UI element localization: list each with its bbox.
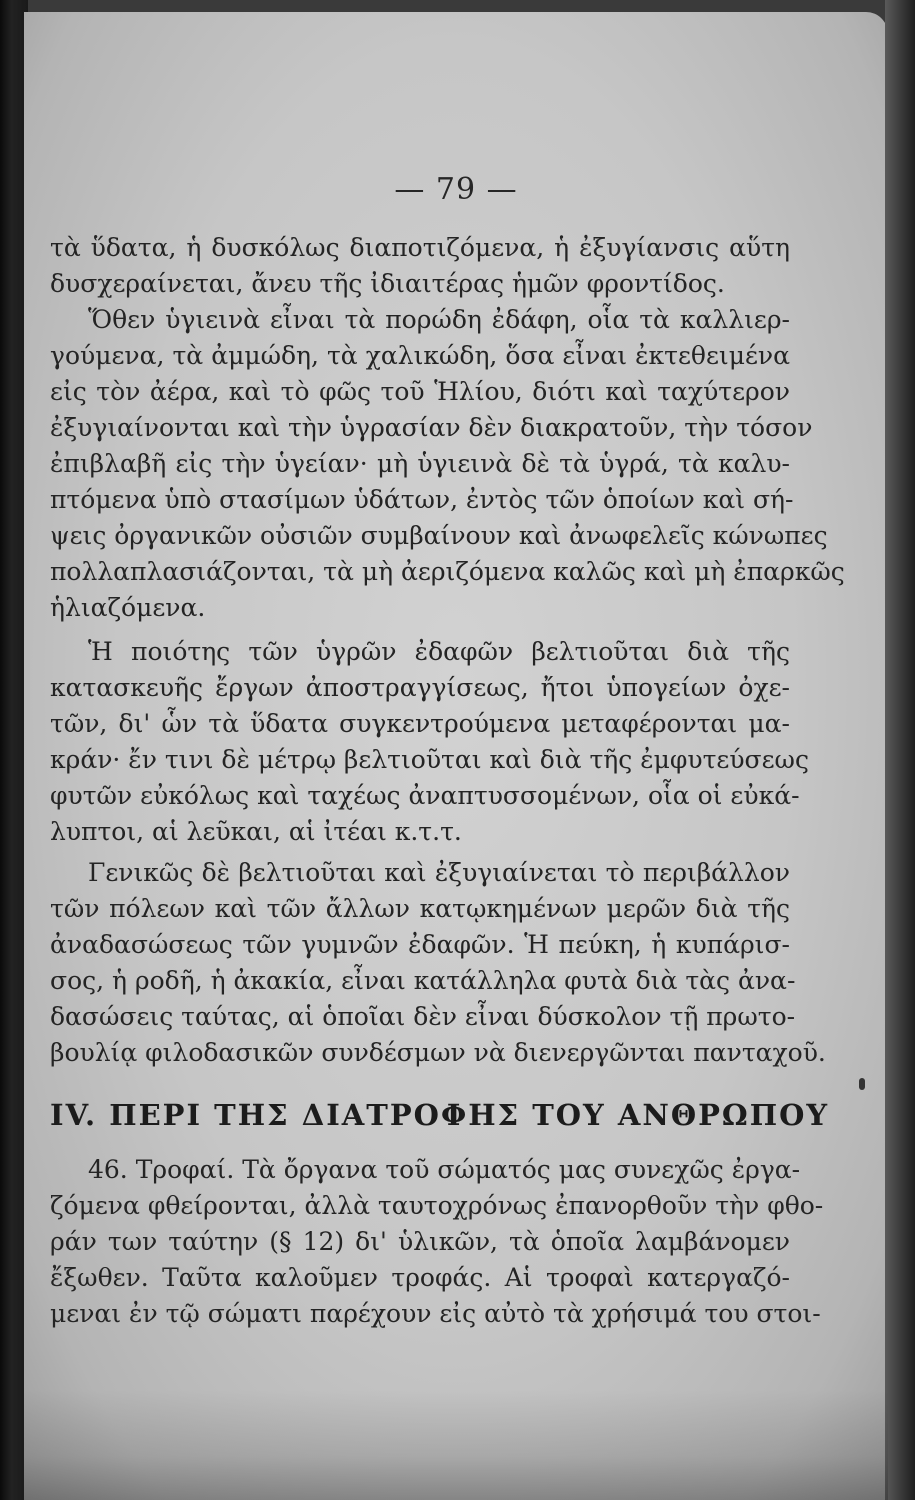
text-line: δασώσεις ταύτας, αἱ ὁποῖαι δὲν εἶναι δύσκολον τῇ πρωτο- bbox=[50, 1002, 796, 1031]
text-line: μεναι ἐν τῷ σώματι παρέχουν εἰς αὐτὸ τὰ χρήσιμά του στοι- bbox=[50, 1299, 821, 1328]
ink-speck bbox=[859, 1078, 865, 1090]
text-line: 46. Τροφαί. Τὰ ὄργανα τοῦ σώματός μας συνεχῶς ἐργα- bbox=[88, 1155, 801, 1184]
section-paragraph-1 bbox=[50, 1152, 824, 1332]
text-line: σος, ἡ ροδῆ, ἡ ἀκακία, εἶναι κατάλληλα φυτὰ διὰ τὰς ἀνα- bbox=[50, 966, 796, 995]
paragraph-2 bbox=[50, 302, 845, 626]
text-line: φυτῶν εὐκόλως καὶ ταχέως ἀναπτυσσομένων, οἷα οἱ εὐκά- bbox=[50, 781, 800, 810]
paragraph-3 bbox=[50, 634, 809, 850]
page-bottom-stain bbox=[24, 1390, 888, 1500]
text-line: ἀναδασώσεως τῶν γυμνῶν ἐδαφῶν. Ἡ πεύκη, ἡ κυπάρισ- bbox=[50, 930, 790, 959]
text-line: Γενικῶς δὲ βελτιοῦται καὶ ἐξυγιαίνεται τὸ περιβάλλον bbox=[88, 858, 790, 887]
paragraph-4 bbox=[50, 855, 826, 1071]
page-number: — 79 — bbox=[394, 172, 518, 207]
text-line: εἰς τὸν ἀέρα, καὶ τὸ φῶς τοῦ Ἡλίου, διότι καὶ ταχύτερον bbox=[50, 377, 790, 406]
text-line: ἔξωθεν. Ταῦτα καλοῦμεν τροφάς. Αἱ τροφαὶ κατεργαζό- bbox=[50, 1263, 790, 1292]
text-line: κράν· ἔν τινι δὲ μέτρῳ βελτιοῦται καὶ διὰ τῆς ἐμφυτεύσεως bbox=[50, 745, 809, 774]
text-line: κατασκευῆς ἔργων ἀποστραγγίσεως, ἤτοι ὑπογείων ὀχε- bbox=[50, 673, 790, 702]
text-line: γούμενα, τὰ ἀμμώδη, τὰ χαλικώδη, ὅσα εἶναι ἐκτεθειμένα bbox=[50, 341, 790, 370]
text-line: Ἡ ποιότης τῶν ὑγρῶν ἐδαφῶν βελτιοῦται διὰ τῆς bbox=[88, 637, 790, 666]
text-line: δυσχεραίνεται, ἄνευ τῆς ἰδιαιτέρας ἡμῶν φροντίδος. bbox=[50, 269, 725, 298]
text-line: ἐπιβλαβῆ εἰς τὴν ὑγείαν· μὴ ὑγιεινὰ δὲ τὰ ὑγρά, τὰ καλυ- bbox=[50, 449, 790, 478]
text-line: ἐξυγιαίνονται καὶ τὴν ὑγρασίαν δὲν διακρατοῦν, τὴν τόσον bbox=[50, 413, 813, 442]
section-heading: IV. ΠΕΡΙ ΤΗΣ ΔΙΑΤΡΟΦΗΣ ΤΟΥ ΑΝΘΡΩΠΟΥ bbox=[50, 1098, 830, 1132]
text-line: ἡλιαζόμενα. bbox=[50, 593, 206, 622]
text-line: ράν των ταύτην (§ 12) δι' ὑλικῶν, τὰ ὁποῖα λαμβάνομεν bbox=[50, 1227, 790, 1256]
page-edge-shadow bbox=[885, 0, 915, 1500]
text-line: λυπτοι, αἱ λεῦκαι, αἱ ἰτέαι κ.τ.τ. bbox=[50, 817, 462, 846]
text-line: Ὅθεν ὑγιεινὰ εἶναι τὰ πορώδη ἐδάφη, οἷα τὰ καλλιερ- bbox=[88, 305, 790, 334]
text-line: πολλαπλασιάζονται, τὰ μὴ ἀεριζόμενα καλῶς καὶ μὴ ἐπαρκῶς bbox=[50, 557, 845, 586]
text-line: πτόμενα ὑπὸ στασίμων ὑδάτων, ἐντὸς τῶν ὁποίων καὶ σή- bbox=[50, 485, 794, 514]
text-line: τῶν πόλεων καὶ τῶν ἄλλων κατῳκημένων μερῶν διὰ τῆς bbox=[50, 894, 790, 923]
text-line: τῶν, δι' ὧν τὰ ὕδατα συγκεντρούμενα μεταφέρονται μα- bbox=[50, 709, 790, 738]
text-line: βουλίᾳ φιλοδασικῶν συνδέσμων νὰ διενεργῶνται πανταχοῦ. bbox=[50, 1038, 826, 1067]
text-line: ζόμενα φθείρονται, ἀλλὰ ταυτοχρόνως ἐπανορθοῦν τὴν φθο- bbox=[50, 1191, 824, 1220]
text-line: τὰ ὕδατα, ἡ δυσκόλως διαποτιζόμενα, ἡ ἐξυγίανσις αὕτη bbox=[50, 233, 790, 262]
text-line: ψεις ὀργανικῶν οὐσιῶν συμβαίνουν καὶ ἀνωφελεῖς κώνωπες bbox=[50, 521, 828, 550]
paragraph-1 bbox=[50, 230, 790, 302]
